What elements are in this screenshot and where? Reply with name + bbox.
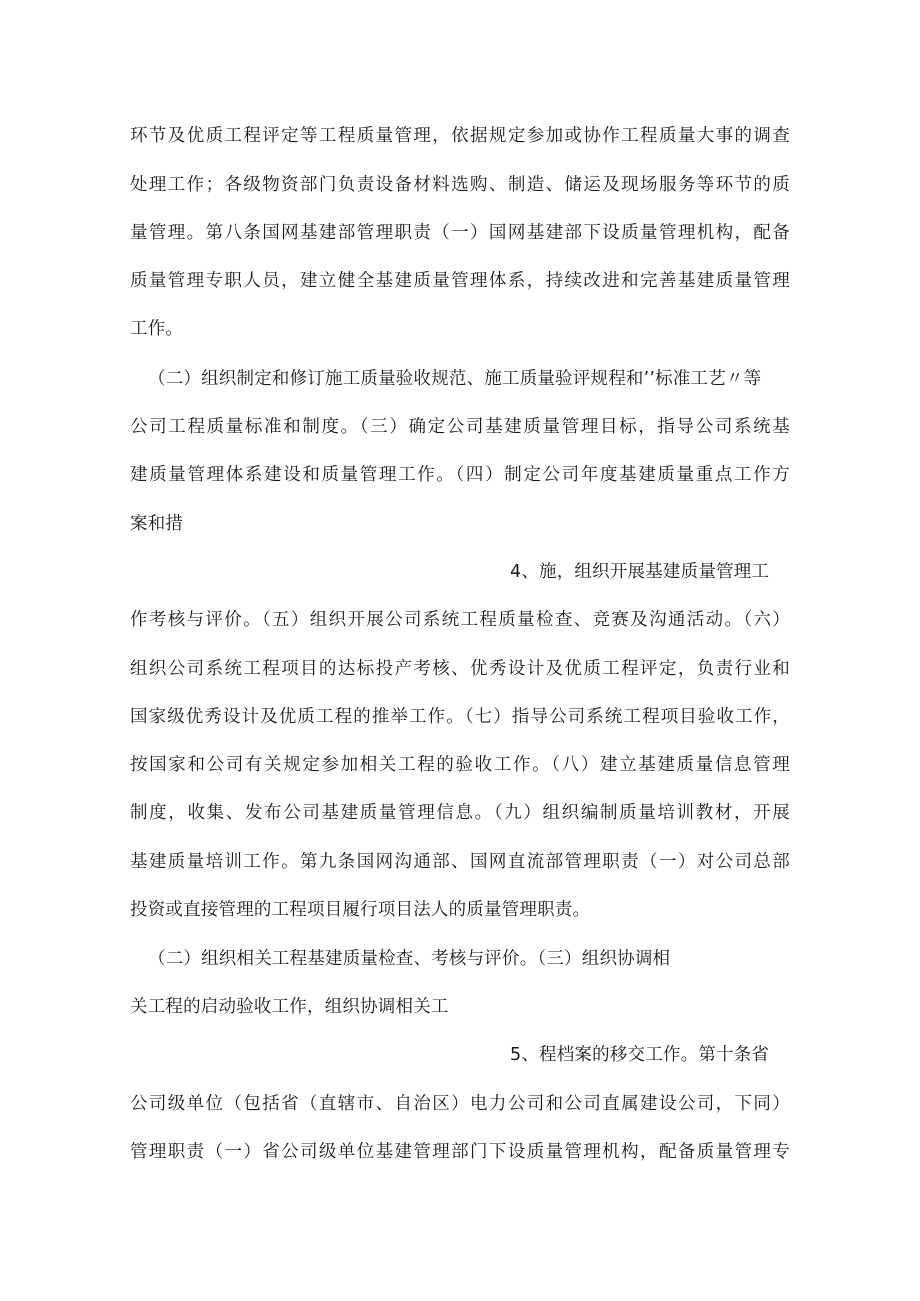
- text-line: 建质量管理体系建设和质量管理工作。（四）制定公司年度基建质量重点工作方: [130, 465, 790, 485]
- text-line: 管理职责（一）省公司级单位基建管理部门下设质量管理机构，配备质量管理专: [130, 1142, 790, 1162]
- text-line: 环节及优质工程评定等工程质量管理，依据规定参加或协作工程质量大事的调查: [130, 126, 790, 146]
- text-line: 案和措: [130, 514, 184, 534]
- text-line: 按国家和公司有关规定参加相关工程的验收工作。（八）建立基建质量信息管理: [130, 755, 790, 775]
- text-line: 制度，收集、发布公司基建质量管理信息。（九）组织编制质量培训教材，开展: [130, 803, 790, 823]
- text-line: 公司工程质量标准和制度。（三）确定公司基建质量管理目标，指导公司系统基: [130, 417, 790, 437]
- text-line: 质量管理专职人员，建立健全基建质量管理体系，持续改进和完善基建质量管理: [130, 271, 790, 291]
- text-line: 处理工作；各级物资部门负责设备材料选购、制造、储运及现场服务等环节的质: [130, 175, 790, 195]
- text-line: 5、程档案的移交工作。第十条省: [510, 1045, 770, 1065]
- text-line: 投资或直接管理的工程项目履行项目法人的质量管理职责。: [130, 900, 591, 920]
- text-line: 作考核与评价。（五）组织开展公司系统工程质量检查、竞赛及沟通活动。（六）: [130, 610, 790, 630]
- text-line: （二）组织相关工程基建质量检查、考核与评价。（三）组织协调相: [148, 949, 671, 969]
- text-line: 国家级优秀设计及优质工程的推举工作。（七）指导公司系统工程项目验收工作，: [130, 707, 790, 727]
- text-line: 工作。: [130, 319, 184, 339]
- text-line: 基建质量培训工作。第九条国网沟通部、国网直流部管理职责（一）对公司总部: [130, 852, 790, 872]
- text-line: 公司级单位（包括省（直辖市、自治区）电力公司和公司直属建设公司，下同）: [130, 1094, 790, 1114]
- text-line: 关工程的启动验收工作，组织协调相关工: [130, 997, 449, 1017]
- text-line: （二）组织制定和修订施工质量验收规范、施工质量验评规程和’’标准工艺〃等: [148, 369, 762, 389]
- text-line: 组织公司系统工程项目的达标投产考核、优秀设计及优质工程评定，负责行业和: [130, 659, 790, 679]
- text-line: 量管理。第八条国网基建部管理职责（一）国网基建部下设质量管理机构，配备: [130, 223, 790, 243]
- text-line: 4、施，组织开展基建质量管理工: [510, 562, 770, 582]
